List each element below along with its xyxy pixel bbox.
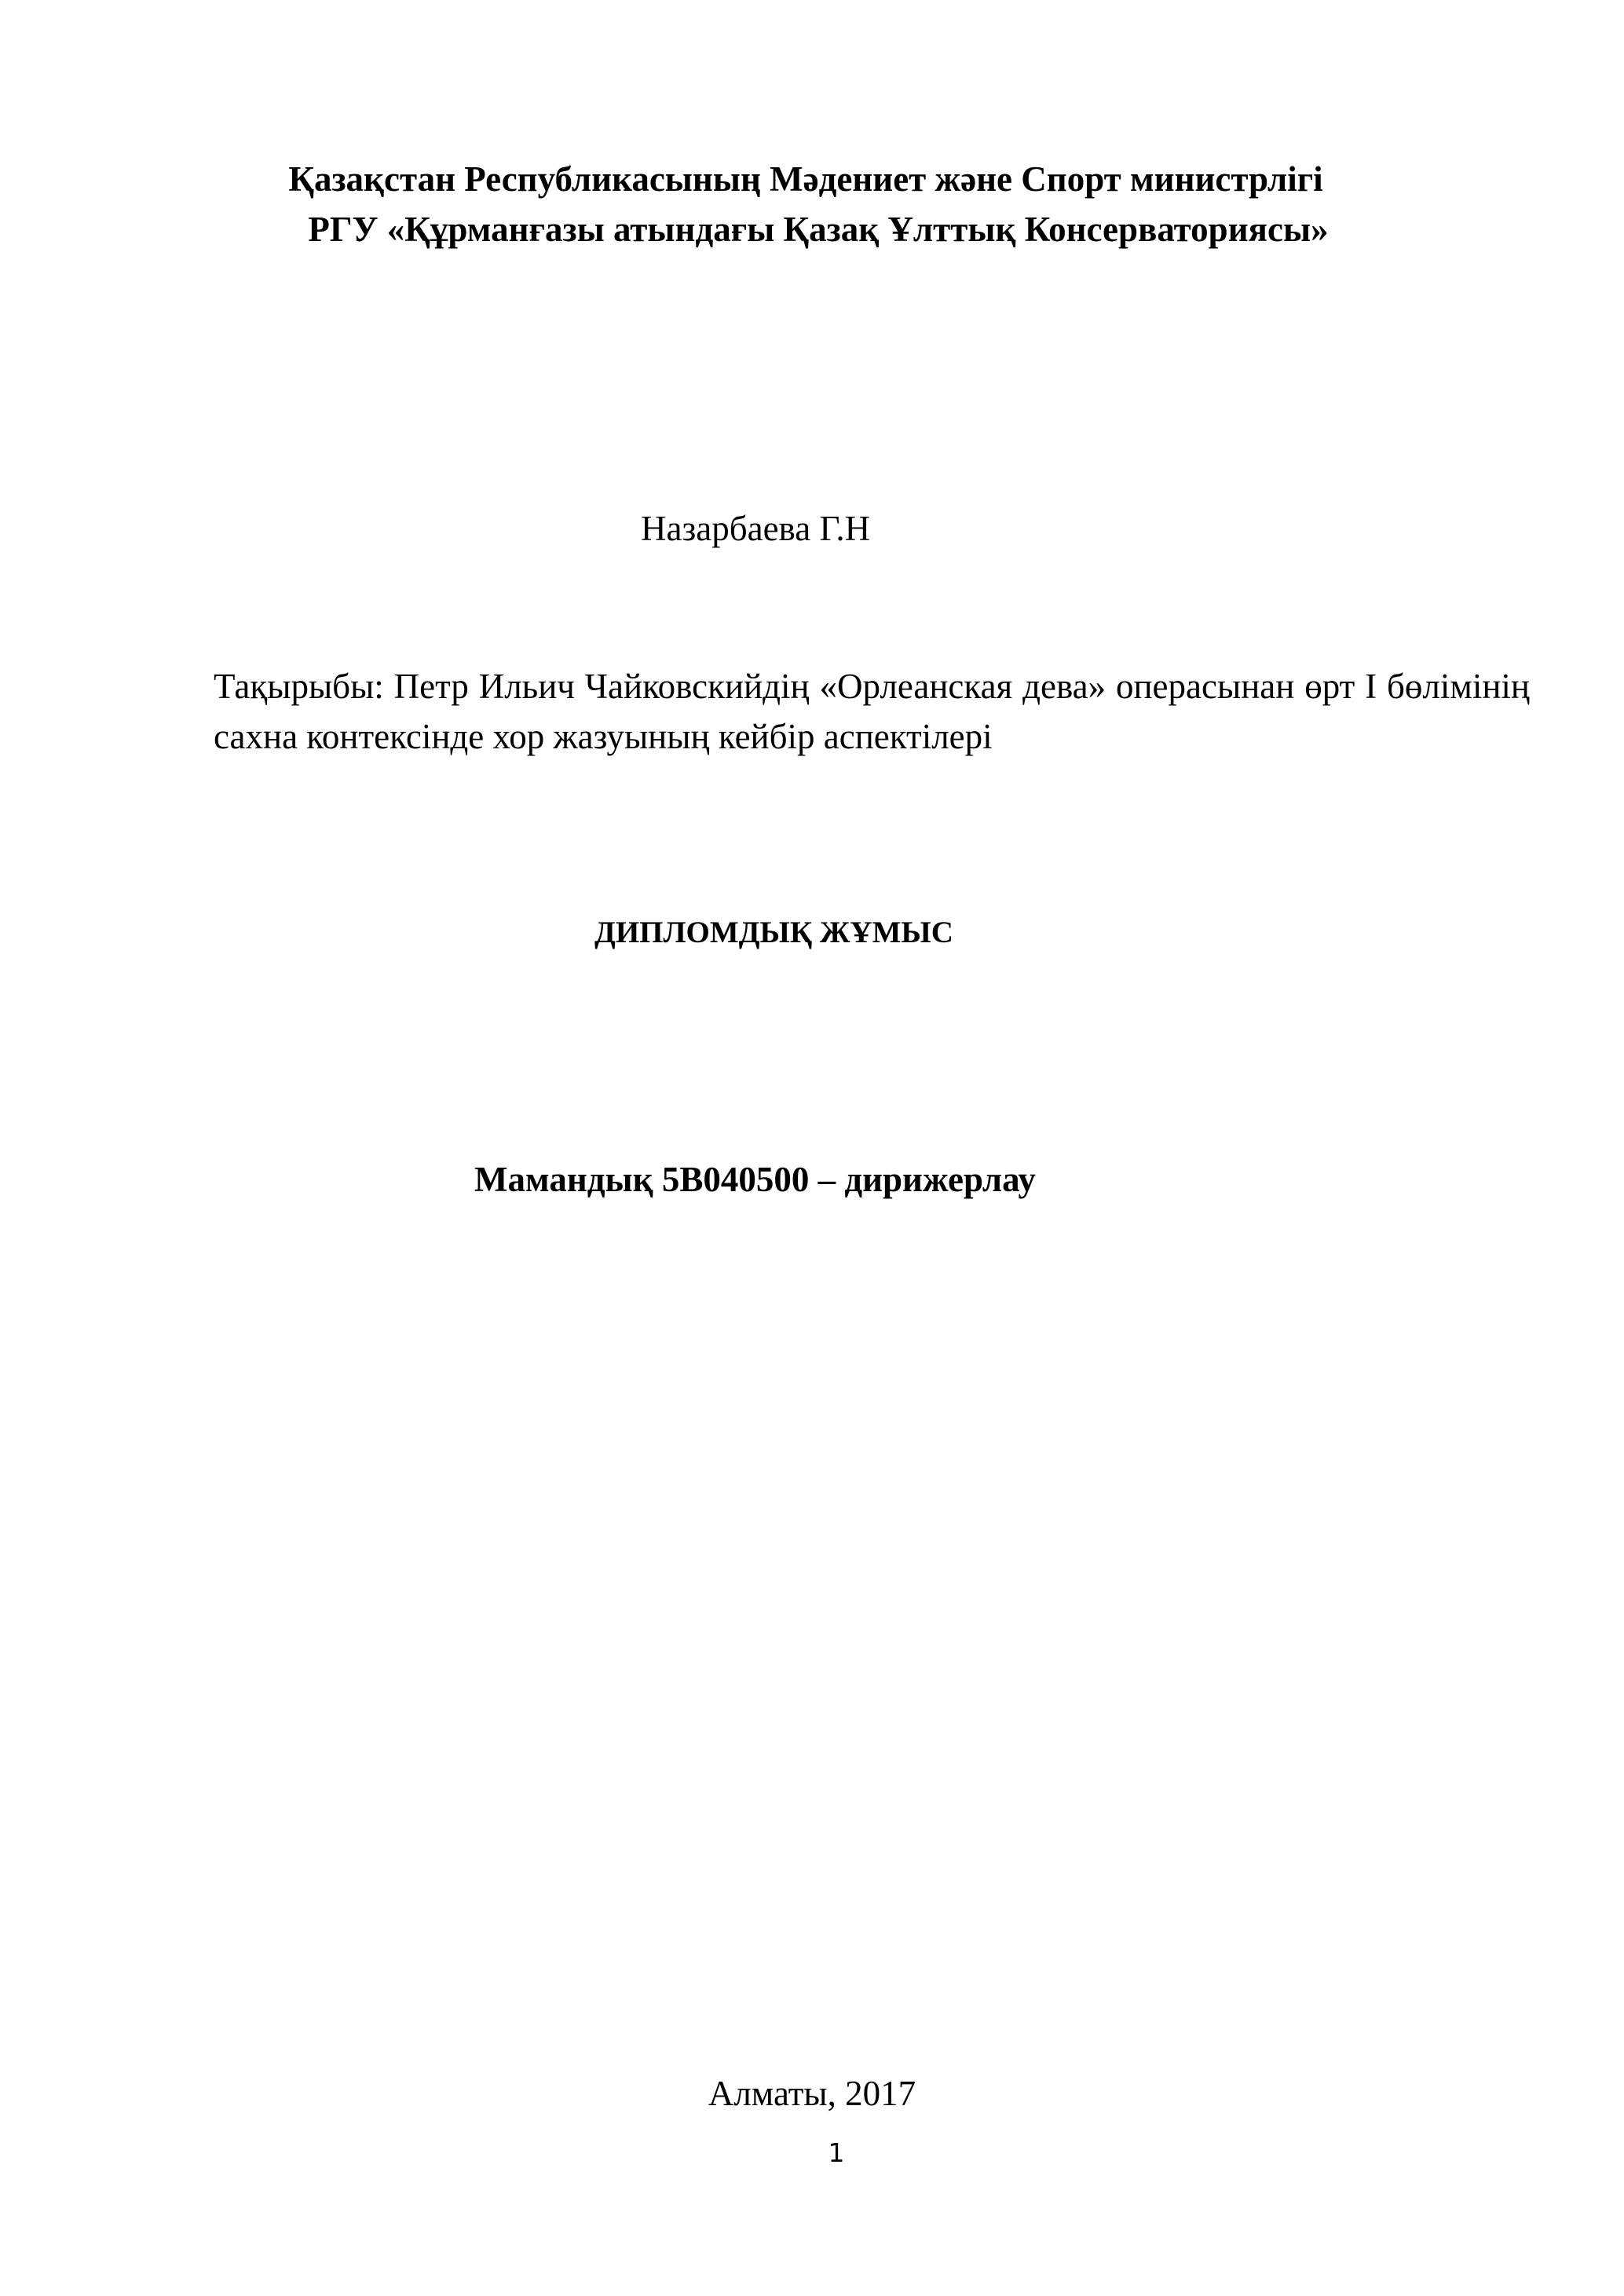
- title-header: [0, 154, 1624, 254]
- ministry-title: Қазақстан Республикасының Мәдениет және Спорт министрлігі: [288, 159, 1323, 199]
- work-type-heading: ДИПЛОМДЫҚ ЖҰМЫС: [594, 916, 953, 949]
- author-name: Назарбаева Г.Н: [641, 509, 871, 548]
- thesis-topic: Тақырыбы: Петр Ильич Чайковскийдің «Орлеанская дева» операсынан өрт І бөлімінің сахна контексінде хор жазуының кейбір аспектілері: [214, 667, 1530, 756]
- specialty-line: Мамандық 5В040500 – дирижерлау: [474, 1160, 1036, 1199]
- page-number: 1: [828, 2137, 845, 2168]
- place-and-year: Алматы, 2017: [708, 2074, 916, 2113]
- institution-title: РГУ «Құрманғазы атындағы Қазақ Ұлттық Консерваториясы»: [308, 210, 1329, 249]
